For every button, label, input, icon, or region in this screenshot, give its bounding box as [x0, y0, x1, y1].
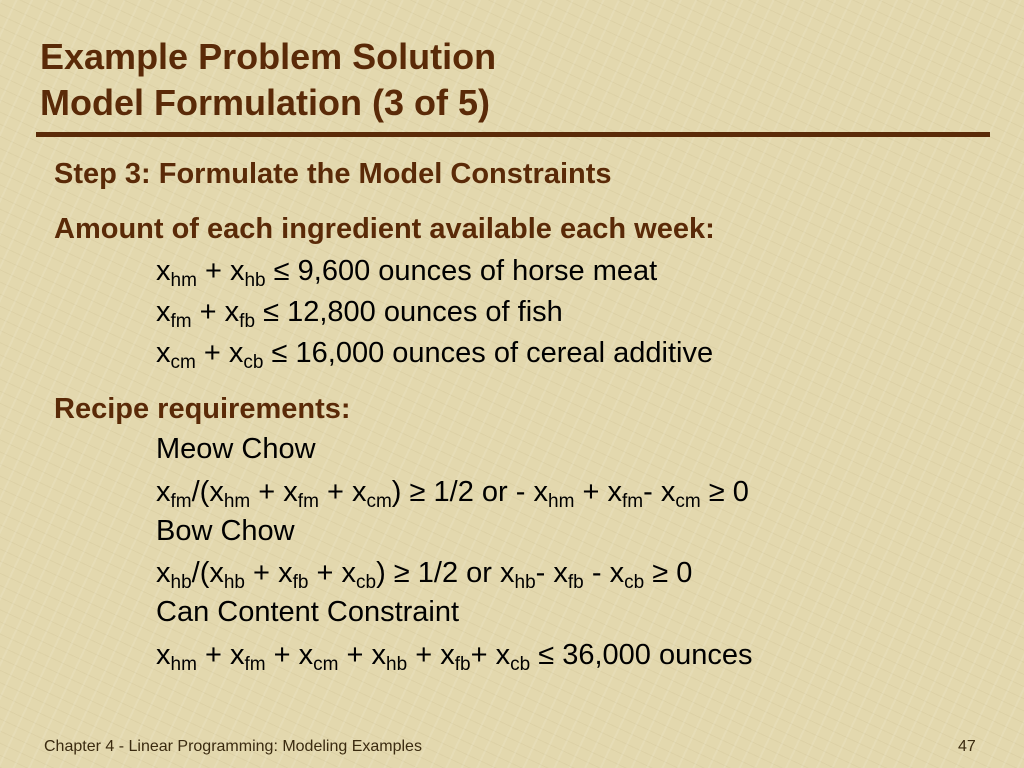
recipe-heading: Recipe requirements:	[54, 393, 351, 425]
ingredients-heading: Amount of each ingredient available each week:	[54, 213, 715, 245]
cereal-constraint: $x_{cm} + x_{cb} \le 16,000$ ounces of cereal additive	[156, 337, 714, 373]
title-line-1: Example Problem Solution	[40, 36, 497, 77]
can-content-label: Can Content Constraint	[156, 596, 460, 628]
page-number: 47	[958, 738, 976, 755]
footer-chapter: Chapter 4 - Linear Programming: Modeling Examples	[44, 738, 422, 755]
bow-chow-constraint: $x_{hb}/(x_{hb} + x_{fb} + x_{cb}) \ge 1/2$ or $x_{hb}-$ $x_{fb} - x_{cb} \ge 0$	[156, 557, 693, 593]
bow-chow-label: Bow Chow	[156, 515, 295, 547]
step-heading: Step 3: Formulate the Model Constraints	[54, 158, 612, 190]
horse-meat-constraint: $x_{hm} + x_{hb} \le 9,600$ ounces of horse meat	[156, 255, 658, 291]
fish-constraint: $x_{fm} + x_{fb} \le 12,800$ ounces of fish	[156, 296, 563, 332]
can-content-constraint: $x_{hm} + x_{fm} + x_{cm} + x_{hb} + x_{fb}+ x_{cb} \le 36,000$ ounces	[156, 639, 753, 675]
meow-chow-label: Meow Chow	[156, 433, 316, 465]
title-divider	[36, 132, 990, 137]
meow-chow-constraint: $x_{fm}/(x_{hm} + x_{fm} + x_{cm}) \ge 1/2$ or - $x_{hm} + x_{fm}-$ $x_{cm} \ge 0$	[156, 476, 749, 512]
title-line-2: Model Formulation (3 of 5)	[40, 82, 490, 123]
slide-title	[40, 34, 496, 126]
